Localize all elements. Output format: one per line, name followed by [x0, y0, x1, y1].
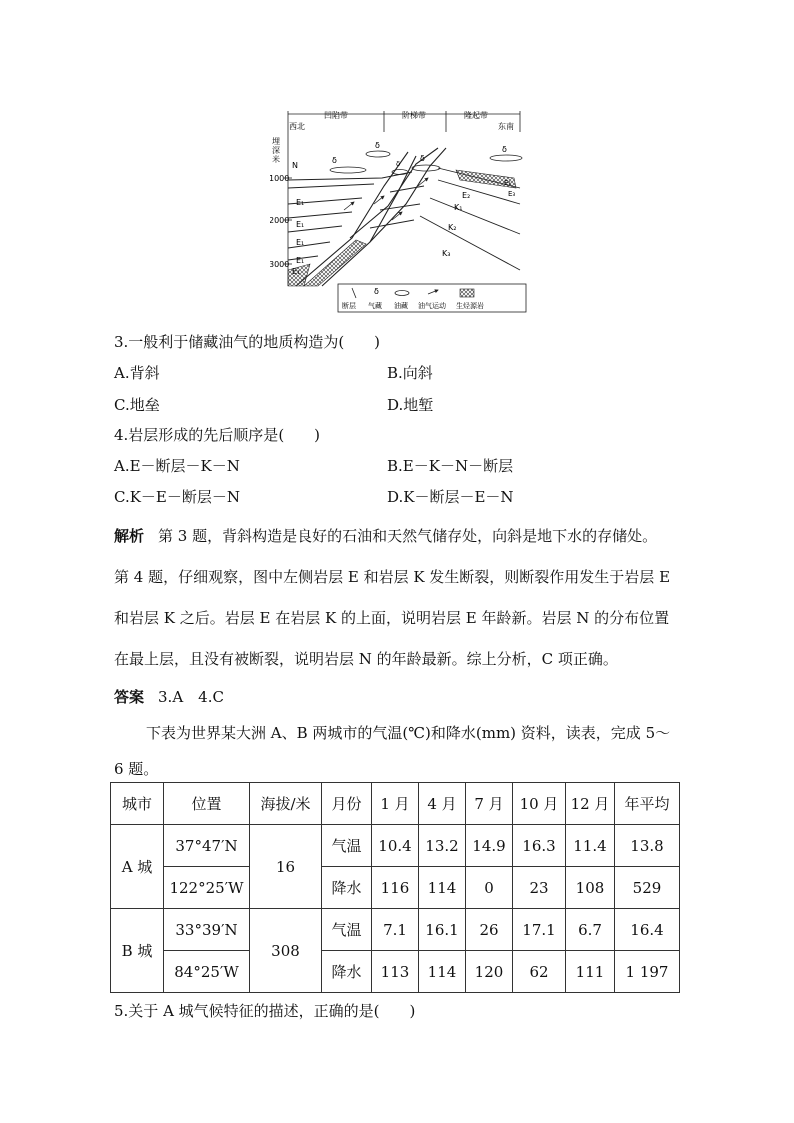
table-header-row: [111, 783, 680, 825]
layer-label: E₁: [296, 238, 305, 247]
table-row: [111, 909, 680, 951]
value-cell: 16.3: [513, 825, 566, 867]
header-cell: 城市: [111, 783, 164, 825]
layer-label: K₃: [442, 249, 451, 258]
legend-source-rock: 生烃源岩: [456, 302, 484, 310]
value-cell: 62: [513, 951, 566, 993]
legend-gas: 气藏: [368, 302, 382, 310]
header-cell: 4 月: [419, 783, 466, 825]
depth-axis-label: 埋深米: [272, 137, 280, 164]
depth-tick-2000: 2000: [270, 216, 290, 225]
row-label-cell: 气温: [322, 825, 372, 867]
city-name-cell: B 城: [111, 909, 164, 993]
value-cell: 116: [372, 867, 419, 909]
header-cell: 10 月: [513, 783, 566, 825]
row-label-cell: 降水: [322, 951, 372, 993]
city-name-cell: A 城: [111, 825, 164, 909]
row-label-cell: 降水: [322, 867, 372, 909]
analysis-label: 解析: [114, 527, 145, 545]
layer-label: E₃: [508, 190, 516, 198]
row-label-cell: 气温: [322, 909, 372, 951]
direction-northwest: 西北: [289, 122, 305, 131]
answer-line: [114, 686, 224, 707]
value-cell: 13.2: [419, 825, 466, 867]
question-4-stem: 4.岩层形成的先后顺序是( ): [114, 426, 321, 444]
analysis-line-3: 和岩层 K 之后。岩层 E 在岩层 K 的上面，说明岩层 E 年龄新。岩层 N 的分布位置: [114, 609, 670, 627]
svg-text:δ: δ: [420, 154, 425, 163]
layer-label: E₂: [462, 191, 471, 200]
header-cell: 海拔/米: [250, 783, 322, 825]
value-cell: 14.9: [466, 825, 513, 867]
q3-option-b: B.向斜: [387, 364, 433, 382]
layer-label: E₁: [296, 220, 305, 229]
table-row: [111, 867, 680, 909]
value-cell: 529: [615, 867, 680, 909]
q4-option-d: D.K－断层－E－N: [387, 488, 514, 506]
q4-option-c: C.K－E－断层－N: [114, 488, 240, 506]
value-cell: 120: [466, 951, 513, 993]
layer-label: E₁: [504, 179, 512, 187]
layer-label: E₁: [296, 198, 305, 207]
value-cell: 114: [419, 951, 466, 993]
zone-label-uplift: 隆起带: [464, 111, 488, 120]
header-cell: 1 月: [372, 783, 419, 825]
direction-southeast: 东南: [498, 122, 514, 131]
header-cell: 月份: [322, 783, 372, 825]
geology-section-svg: [270, 108, 532, 316]
zone-label-step: 阶梯带: [402, 111, 426, 120]
table-row: [111, 951, 680, 993]
q4-option-a: A.E－断层－K－N: [114, 457, 240, 475]
layer-label: N: [292, 161, 298, 170]
altitude-cell: 16: [250, 825, 322, 909]
value-cell: 23: [513, 867, 566, 909]
table-row: [111, 825, 680, 867]
svg-text:δ: δ: [375, 141, 380, 150]
q3-option-c: C.地垒: [114, 396, 160, 414]
q3-option-a: A.背斜: [114, 364, 160, 382]
zone-label-depression: 凹陷带: [324, 111, 348, 120]
value-cell: 1 197: [615, 951, 680, 993]
analysis-text-1: 第 3 题，背斜构造是良好的石油和天然气储存处，向斜是地下水的存储处。: [158, 527, 658, 545]
intro-line-2: 6 题。: [114, 760, 159, 778]
altitude-cell: 308: [250, 909, 322, 993]
header-cell: 12 月: [566, 783, 615, 825]
value-cell: 0: [466, 867, 513, 909]
svg-text:δ: δ: [396, 160, 401, 168]
depth-tick-3000: 3000: [270, 260, 290, 269]
geology-diagram: [270, 108, 532, 316]
svg-text:δ: δ: [502, 145, 507, 154]
header-cell: 7 月: [466, 783, 513, 825]
q3-option-d: D.地堑: [387, 396, 434, 414]
legend-oil: 油藏: [394, 302, 408, 310]
value-cell: 6.7: [566, 909, 615, 951]
depth-tick-1000: 1000: [270, 174, 290, 183]
question-5-stem: 5.关于 A 城气候特征的描述，正确的是( ): [114, 1002, 416, 1020]
svg-text:δ: δ: [332, 156, 337, 165]
svg-text:δ: δ: [374, 287, 379, 296]
question-3-stem: 3.一般利于储藏油气的地质构造为( ): [114, 333, 381, 351]
header-cell: 年平均: [615, 783, 680, 825]
value-cell: 10.4: [372, 825, 419, 867]
layer-label: E₁: [292, 267, 301, 276]
value-cell: 7.1: [372, 909, 419, 951]
latitude-cell: 37°47′N: [164, 825, 250, 867]
value-cell: 13.8: [615, 825, 680, 867]
climate-table: [110, 782, 680, 993]
value-cell: 16.4: [615, 909, 680, 951]
answer-text: 3.A 4.C: [158, 688, 224, 706]
analysis-line-4: 在最上层，且没有被断裂，说明岩层 N 的年龄最新。综上分析，C 项正确。: [114, 650, 618, 668]
value-cell: 16.1: [419, 909, 466, 951]
legend-fault: 断层: [342, 302, 356, 310]
value-cell: 113: [372, 951, 419, 993]
value-cell: 108: [566, 867, 615, 909]
value-cell: 26: [466, 909, 513, 951]
value-cell: 17.1: [513, 909, 566, 951]
layer-label: K₁: [454, 203, 463, 212]
longitude-cell: 84°25′W: [164, 951, 250, 993]
value-cell: 114: [419, 867, 466, 909]
intro-line-1: 下表为世界某大洲 A、B 两城市的气温(℃)和降水(mm) 资料，读表，完成 5～: [146, 724, 671, 742]
layer-label: E₁: [296, 256, 305, 265]
legend-migration: 油气运动: [418, 302, 446, 310]
layer-label: K₂: [448, 223, 457, 232]
analysis-line-2: 第 4 题，仔细观察，图中左侧岩层 E 和岩层 K 发生断裂，则断裂作用发生于岩层 E: [114, 568, 671, 586]
header-cell: 位置: [164, 783, 250, 825]
latitude-cell: 33°39′N: [164, 909, 250, 951]
answer-label: 答案: [114, 688, 145, 706]
q4-option-b: B.E－K－N－断层: [387, 457, 514, 475]
longitude-cell: 122°25′W: [164, 867, 250, 909]
analysis-line-1: [114, 525, 657, 546]
value-cell: 11.4: [566, 825, 615, 867]
value-cell: 111: [566, 951, 615, 993]
